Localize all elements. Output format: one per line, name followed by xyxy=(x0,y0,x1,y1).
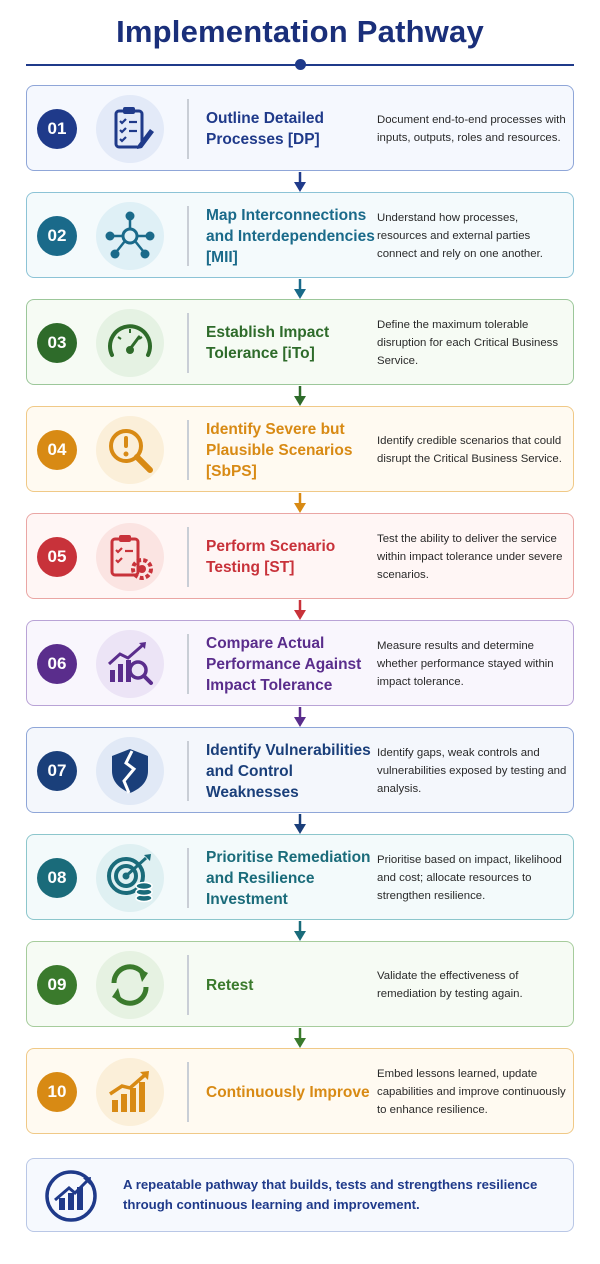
refresh-arrows-icon xyxy=(104,959,156,1011)
step-divider xyxy=(187,420,189,480)
step-divider xyxy=(187,313,189,373)
step-card xyxy=(26,834,574,920)
gauge-icon xyxy=(104,317,156,369)
step-icon-circle xyxy=(96,737,164,805)
broken-shield-icon xyxy=(104,745,156,797)
summary-footer xyxy=(26,1158,574,1232)
step-description: Validate the effectiveness of remediation by testing again. xyxy=(377,970,523,1000)
step-icon-circle xyxy=(96,95,164,163)
step-description: Prioritise based on impact, likelihood and cost; allocate resources to strengthen resilience. xyxy=(377,854,562,902)
growth-chart-icon xyxy=(104,1066,156,1118)
step-icon-circle xyxy=(96,630,164,698)
step-connector-arrow xyxy=(292,172,308,194)
step-description: Measure results and determine whether performance stayed within impact tolerance. xyxy=(377,640,554,688)
step-title: Map Interconnections and Interdependencies [MII] xyxy=(206,206,375,266)
step-icon-circle xyxy=(96,844,164,912)
title-divider-dot xyxy=(295,59,306,70)
network-nodes-icon xyxy=(104,210,156,262)
step-title: Establish Impact Tolerance [iTo] xyxy=(206,324,330,362)
step-icon-circle xyxy=(96,523,164,591)
step-divider xyxy=(187,527,189,587)
step-connector-arrow xyxy=(292,600,308,622)
step-connector-arrow xyxy=(292,814,308,836)
step-divider xyxy=(187,741,189,801)
target-coins-icon xyxy=(104,852,156,904)
footer-summary-text: A repeatable pathway that builds, tests and strengthens resilience through continuous learning and improvement. xyxy=(123,1177,538,1212)
step-card xyxy=(26,192,574,278)
step-divider xyxy=(187,848,189,908)
step-description: Embed lessons learned, update capabilities and improve continuously to enhance resilience. xyxy=(377,1068,566,1116)
step-number-badge: 09 xyxy=(37,965,77,1005)
step-number-badge: 05 xyxy=(37,537,77,577)
step-card xyxy=(26,406,574,492)
step-number-badge: 06 xyxy=(37,644,77,684)
step-number-badge: 01 xyxy=(37,109,77,149)
step-card xyxy=(26,620,574,706)
growth-circle-icon xyxy=(43,1168,99,1224)
step-number-badge: 04 xyxy=(37,430,77,470)
chart-magnifier-icon xyxy=(104,638,156,690)
step-connector-arrow xyxy=(292,493,308,515)
step-divider xyxy=(187,1062,189,1122)
step-title: Prioritise Remediation and Resilience Investment xyxy=(206,848,371,908)
step-title: Perform Scenario Testing [ST] xyxy=(206,538,336,576)
step-description: Define the maximum tolerable disruption for each Critical Business Service. xyxy=(377,319,559,367)
step-description: Test the ability to deliver the service within impact tolerance under severe scenarios. xyxy=(377,533,563,581)
step-icon-circle xyxy=(96,1058,164,1126)
step-card xyxy=(26,1048,574,1134)
step-title: Retest xyxy=(206,976,254,994)
step-title: Continuously Improve xyxy=(206,1083,370,1101)
step-card xyxy=(26,85,574,171)
step-description: Document end-to-end processes with inputs, outputs, roles and resources. xyxy=(377,114,566,144)
step-title: Identify Vulnerabilities and Control Weaknesses xyxy=(206,741,371,801)
step-description: Identify gaps, weak controls and vulnerabilities exposed by testing and analysis. xyxy=(377,747,567,795)
step-connector-arrow xyxy=(292,921,308,943)
step-number-badge: 03 xyxy=(37,323,77,363)
step-icon-circle xyxy=(96,309,164,377)
step-icon-circle xyxy=(96,951,164,1019)
step-card xyxy=(26,513,574,599)
clipboard-gear-icon xyxy=(104,531,156,583)
step-divider xyxy=(187,99,189,159)
step-number-badge: 02 xyxy=(37,216,77,256)
step-divider xyxy=(187,634,189,694)
step-title: Identify Severe but Plausible Scenarios [SbPS] xyxy=(206,420,353,480)
step-description: Identify credible scenarios that could disrupt the Critical Business Service. xyxy=(377,435,562,465)
clipboard-checklist-icon xyxy=(104,103,156,155)
magnifier-alert-icon xyxy=(104,424,156,476)
step-connector-arrow xyxy=(292,386,308,408)
step-description: Understand how processes, resources and external parties connect and rely on one another. xyxy=(377,212,543,260)
page-title: Implementation Pathway xyxy=(116,14,484,49)
step-number-badge: 08 xyxy=(37,858,77,898)
step-icon-circle xyxy=(96,416,164,484)
step-icon-circle xyxy=(96,202,164,270)
step-connector-arrow xyxy=(292,279,308,301)
step-title: Outline Detailed Processes [DP] xyxy=(206,110,324,148)
step-number-badge: 07 xyxy=(37,751,77,791)
step-divider xyxy=(187,206,189,266)
step-card xyxy=(26,941,574,1027)
step-title: Compare Actual Performance Against Impact Tolerance xyxy=(206,634,362,694)
step-connector-arrow xyxy=(292,1028,308,1050)
step-card xyxy=(26,727,574,813)
step-connector-arrow xyxy=(292,707,308,729)
step-card xyxy=(26,299,574,385)
step-divider xyxy=(187,955,189,1015)
step-number-badge: 10 xyxy=(37,1072,77,1112)
